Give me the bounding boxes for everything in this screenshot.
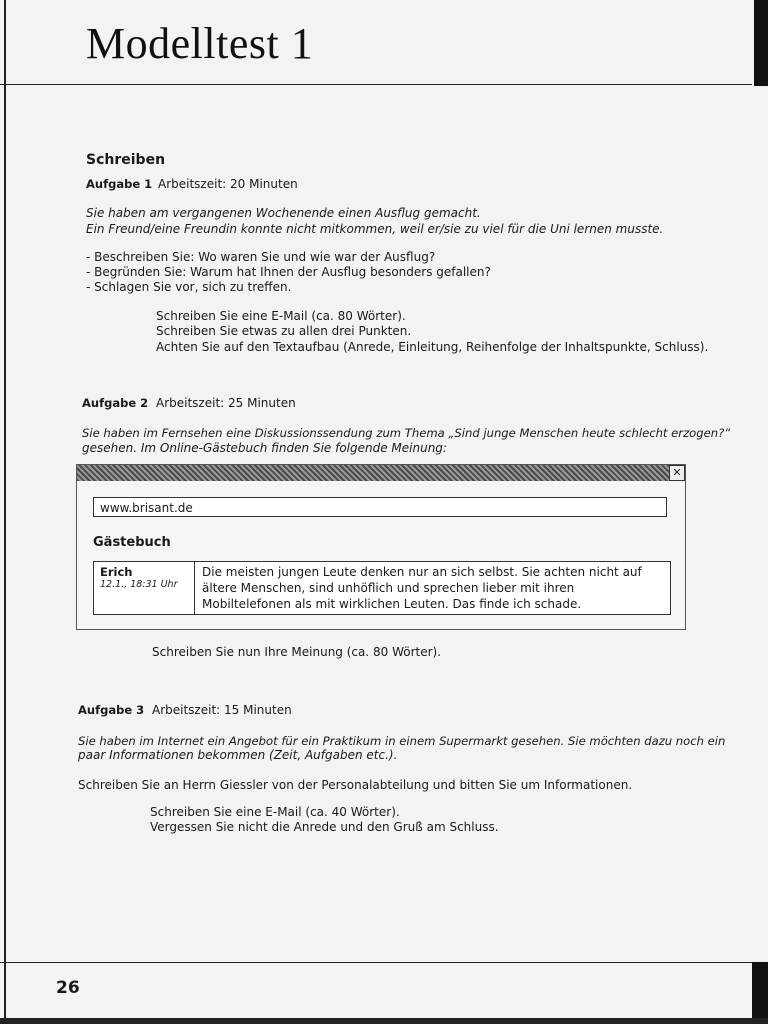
page-title: Modelltest 1 (86, 19, 314, 68)
page-left-edge (4, 0, 6, 1024)
entry-timestamp: 12.1., 18:31 Uhr (100, 579, 178, 590)
aufgabe3-intro-line1: Sie haben im Internet ein Angebot für ein Praktikum in einem Supermarkt gesehen. Sie möchten dazu noch ein (78, 734, 726, 748)
aufgabe3-instruction: Vergessen Sie nicht die Anrede und den Gruß am Schluss. (150, 820, 499, 834)
aufgabe1-intro-line1: Sie haben am vergangenen Wochenende einen Ausflug gemacht. (86, 206, 481, 220)
page-right-edge-bottom (752, 962, 768, 1024)
aufgabe1-point: - Schlagen Sie vor, sich zu treffen. (86, 280, 292, 294)
header-rule (0, 84, 752, 85)
aufgabe1-point: - Beschreiben Sie: Wo waren Sie und wie war der Ausflug? (86, 250, 436, 264)
browser-titlebar (77, 465, 685, 481)
aufgabe1-time: Arbeitszeit: 20 Minuten (158, 177, 298, 191)
aufgabe2-intro-line1: Sie haben im Fernsehen eine Diskussionssendung zum Thema „Sind junge Menschen heute schlecht erzogen?“ (82, 426, 731, 440)
aufgabe1-label: Aufgabe 1 (86, 177, 153, 191)
guestbook-title: Gästebuch (93, 535, 171, 550)
aufgabe1-point: - Begründen Sie: Warum hat Ihnen der Ausflug besonders gefallen? (86, 265, 491, 279)
aufgabe1-instruction: Achten Sie auf den Textaufbau (Anrede, Einleitung, Reihenfolge der Inhaltspunkte, Schluss). (156, 340, 709, 354)
aufgabe2-label: Aufgabe 2 (82, 396, 149, 410)
aufgabe2-time: Arbeitszeit: 25 Minuten (156, 396, 296, 410)
aufgabe3-time: Arbeitszeit: 15 Minuten (152, 703, 292, 717)
aufgabe1-instruction: Schreiben Sie eine E-Mail (ca. 80 Wörter). (156, 309, 406, 323)
page-number: 26 (56, 978, 80, 998)
aufgabe3-task: Schreiben Sie an Herrn Giessler von der Personalabteilung und bitten Sie um Informationen. (78, 778, 633, 792)
entry-author: Erich (100, 565, 133, 579)
guestbook-entry (93, 561, 671, 615)
section-heading: Schreiben (86, 152, 166, 168)
aufgabe3-label: Aufgabe 3 (78, 703, 145, 717)
aufgabe1-intro-line2: Ein Freund/eine Freundin konnte nicht mitkommen, weil er/sie zu viel für die Uni lernen musste. (86, 222, 664, 236)
aufgabe1-instruction: Schreiben Sie etwas zu allen drei Punkten. (156, 324, 412, 338)
page-right-edge-top (754, 0, 768, 86)
aufgabe3-intro-line2: paar Informationen bekommen (Zeit, Aufgaben etc.). (78, 748, 398, 762)
aufgabe3-instruction: Schreiben Sie eine E-Mail (ca. 40 Wörter). (150, 805, 400, 819)
aufgabe2-intro-line2: gesehen. Im Online-Gästebuch finden Sie folgende Meinung: (82, 441, 447, 455)
url-field[interactable]: www.brisant.de (93, 497, 667, 517)
browser-window (76, 464, 686, 630)
page-bottom-edge (0, 1018, 768, 1024)
entry-author-cell (94, 562, 195, 614)
footer-rule (0, 962, 752, 963)
entry-text: Die meisten jungen Leute denken nur an sich selbst. Sie achten nicht auf ältere Menschen, sind unhöflich und sprechen lieber mit ihren Mobiltelefonen als mit wirklichen Leuten. Das finde ich schade. (202, 565, 642, 611)
aufgabe2-instruction: Schreiben Sie nun Ihre Meinung (ca. 80 Wörter). (152, 645, 442, 659)
close-icon[interactable]: ✕ (669, 465, 685, 481)
